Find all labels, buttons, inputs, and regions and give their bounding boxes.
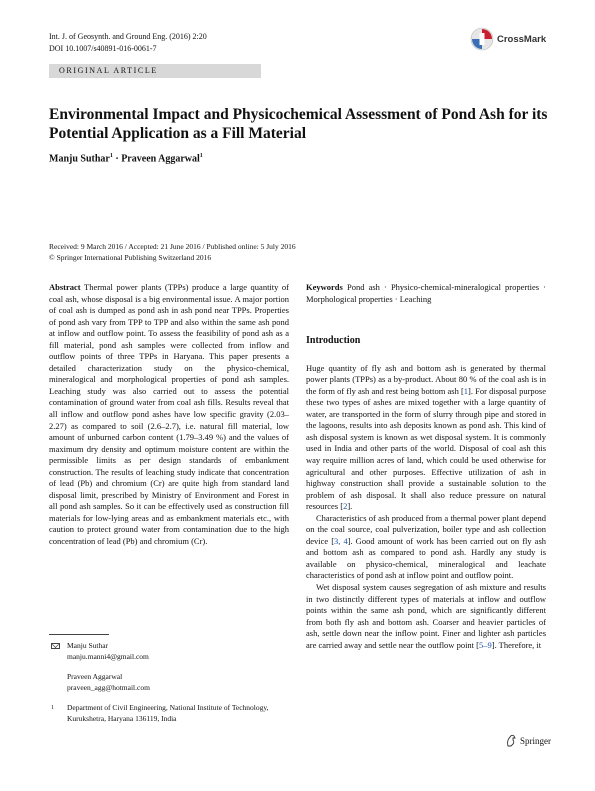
contact-email[interactable]: manju.manni4@gmail.com	[67, 651, 149, 661]
envelope-icon[interactable]	[51, 643, 60, 649]
keywords-label: Keywords	[306, 282, 343, 292]
text-run: ]. Good amount of work has been carried out on fly ash and bottom ash as compared to pond ash. Hardly any study is available on physico-chemical, mineralogical and leachate characteristics of pond ash at inflow point and outflow point.	[306, 535, 546, 581]
author-name[interactable]: Praveen Aggarwal	[121, 153, 200, 165]
correspondence-block	[49, 641, 289, 724]
abstract-label: Abstract	[49, 282, 81, 292]
abstract-section	[49, 282, 289, 548]
keywords	[306, 282, 546, 305]
crossmark-badge[interactable]	[470, 27, 546, 51]
crossmark-label: CrossMark	[497, 33, 547, 45]
contact-entry	[49, 672, 289, 693]
footnote-divider	[49, 634, 109, 635]
intro-paragraph	[306, 513, 546, 582]
crossmark-icon	[470, 27, 494, 51]
introduction-heading: Introduction	[306, 335, 361, 347]
publisher-name: Springer	[520, 735, 551, 746]
copyright-line: © Springer International Publishing Switzerland 2016	[49, 252, 212, 262]
history-dates: Received: 9 March 2016 / Accepted: 21 June 2016 / Published online: 5 July 2016	[49, 242, 296, 251]
text-run: Wet disposal system causes segregation of ash mixture and results in two distinctly different types of materials at inflow and outflow points within the same ash pond, which are significantly different from both fly ash and bottom ash. Coarser and heavier particles of ash, settle down near the inflow point. Finer and lighter ash particles are carried away and settle near the outflow point [	[306, 582, 546, 650]
doi[interactable]: DOI 10.1007/s40891-016-0061-7	[49, 44, 157, 53]
author-affiliation-mark: 1	[109, 153, 113, 159]
author-affiliation-mark: 1	[199, 153, 203, 159]
citation-link[interactable]: 3, 4	[334, 535, 348, 546]
contact-name: Praveen Aggarwal	[67, 672, 123, 681]
journal-citation: Int. J. of Geosynth. and Ground Eng. (2016) 2:20	[49, 32, 207, 41]
contact-entry	[49, 641, 289, 662]
affiliation-text: Department of Civil Engineering, National Institute of Technology, Kurukshetra, Haryana 136119, India	[67, 703, 269, 723]
affiliation-number: 1	[51, 705, 54, 711]
keywords-text: Pond ash · Physico-chemical-mineralogical properties · Morphological properties · Leaching	[306, 282, 546, 304]
text-run: ]. Therefore, it	[491, 639, 542, 650]
springer-horse-icon	[505, 734, 517, 747]
article-type-label: ORIGINAL ARTICLE	[49, 64, 261, 78]
author-name[interactable]: Manju Suthar	[49, 153, 110, 165]
author-separator: ·	[115, 153, 119, 165]
springer-logo[interactable]	[505, 734, 551, 747]
citation-link[interactable]: 2	[343, 501, 348, 512]
text-run: Huge quantity of fly ash and bottom ash is generated by thermal power plants (TPPs) as a by-product. About 80 % of the coal ash is in the form of fly ash and rest being bottom ash [	[306, 362, 546, 396]
contact-email[interactable]: praveen_agg@hotmail.com	[67, 682, 150, 692]
journal-header	[49, 31, 207, 55]
text-run: Characteristics of ash produced from a thermal power plant depend on the coal source, coal pulverization, boiler type and ash collection device [	[306, 512, 546, 546]
intro-paragraph	[306, 582, 546, 651]
citation-link[interactable]: 5–9	[479, 639, 492, 650]
text-run: ].	[347, 501, 353, 512]
contact-name: Manju Suthar	[67, 641, 109, 650]
affiliation-entry	[49, 703, 289, 724]
author-list	[49, 153, 203, 164]
text-run: ]. For disposal purpose these two types of ashes are mixed together with a large quantity of water, are transported in the form of slurry through pipe and stored in the lagoons, results into ash deposits known as pond ash. This kind of ash disposal system is known as wet disposal system. It is commonly used in India and other parts of the world. Disposal of coal ash this way require million acres of land, which could be used otherwise for agricultural and other purposes. Effective utilization of ash in highway construction shall provide a sustainable solution to the problem of ash disposal. It shall also reduce pressure on natural resources [	[306, 385, 546, 512]
article-title: Environmental Impact and Physicochemical Assessment of Pond Ash for its Potential Application as a Fill Material	[49, 106, 548, 142]
intro-paragraph	[306, 363, 546, 513]
abstract-text: Thermal power plants (TPPs) produce a large quantity of coal ash, whose disposal is a big environmental issue. A major portion of coal ash is dumped as pond ash in ash pond near TPPs. Properties of pond ash vary from TPP to TPP and also within the same ash pond at inflow and outflow point. To assess the feasibility of pond ash as a fill material, pond ash samples were collected from inflow and outflow points of three TPPs in Haryana. This paper presents a detailed characterization study on the physico-chemical, mineralogical and morphological properties of pond ash samples. Leaching study was also carried out to assess the potential contamination of ground water from coal ash fills. Results reveal that all inflow and outflow pond ashes have low specific gravity (2.03–2.27) as compared to soil (2.6–2.7), i.e. natural fill material, low amount of unburned carbon content (1.79–3.49 %) and the values of maximum dry density and optimum moisture content are within the permissible limits as per design standards of embankment construction. The results of leaching study indicate that concentration of lead (Pb) and chromium (Cr) are quite high from standard land disposal limit, prescribed by Ministry of Environment and Forest in all pond ash samples. So it can be effectively used as construction fill materials for low-lying areas and as embankment materials etc., with caution to protect ground water from contamination due to the high concentration of lead (Pb) and chromium (Cr).	[49, 282, 289, 547]
publication-dates	[49, 242, 296, 263]
right-column	[306, 282, 546, 651]
citation-link[interactable]: 1	[463, 385, 469, 396]
